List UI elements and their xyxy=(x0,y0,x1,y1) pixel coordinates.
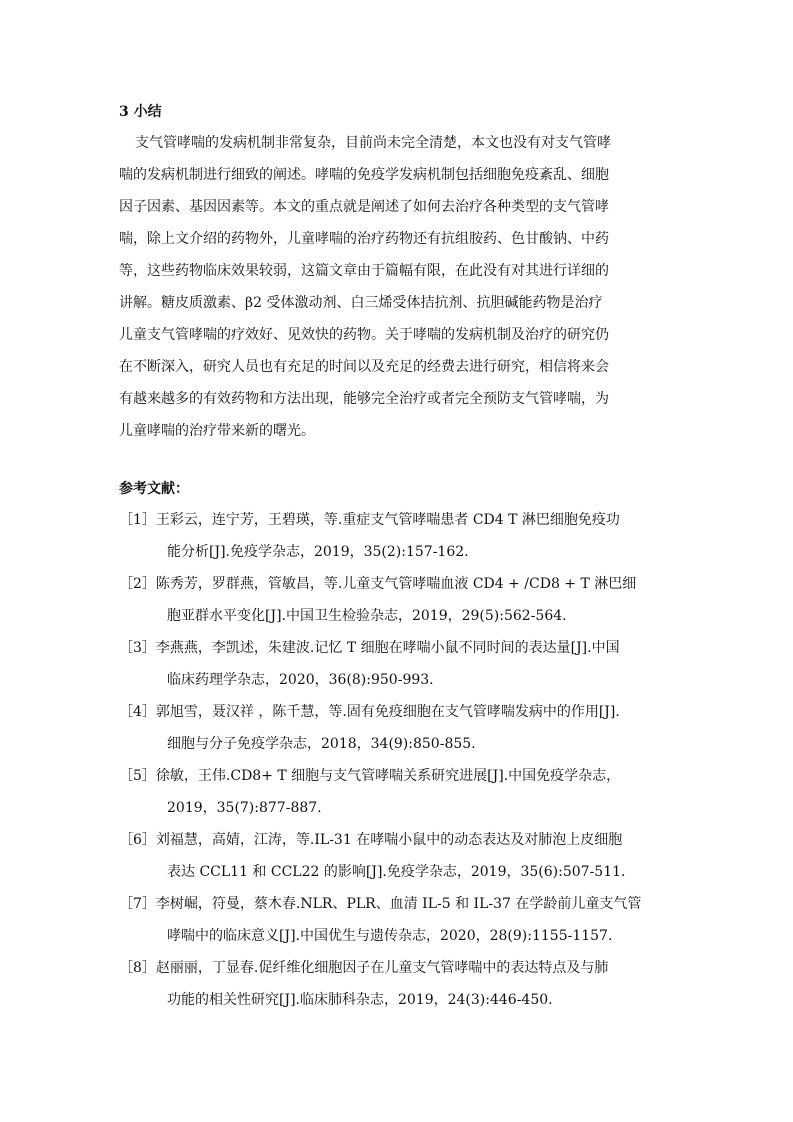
reference-number: ［5］ xyxy=(119,768,156,784)
reference-text-continued: 细胞与分子免疫学杂志，2018，34(9):850-855. xyxy=(167,736,476,752)
reference-number: ［1］ xyxy=(119,512,156,528)
reference-text: 徐敏，王伟.CD8+ T 细胞与支气管哮喘关系研究进展[J].中国免疫学杂志， xyxy=(155,768,621,784)
reference-text: 王彩云，连宁芳，王碧瑛，等.重症支气管哮喘患者 CD4 T 淋巴细胞免疫功 xyxy=(155,512,620,528)
reference-text-continued: 胞亚群水平变化[J].中国卫生检验杂志，2019，29(5):562-564. xyxy=(167,608,567,624)
references-heading: 参考文献： xyxy=(119,481,189,497)
reference-text: 郭旭雪，聂汉祥 ，陈千慧，等.固有免疫细胞在支气管哮喘发病中的作用[J]. xyxy=(155,704,620,720)
reference-text: 赵丽丽，丁显春.促纤维化细胞因子在儿童支气管哮喘中的表达特点及与肺 xyxy=(155,960,609,976)
paragraph-line: 喘，除上文介绍的药物外，儿童哮喘的治疗药物还有抗组胺药、色甘酸钠、中药 xyxy=(119,231,609,247)
reference-number: ［2］ xyxy=(119,576,156,592)
paragraph-line: 讲解。糖皮质激素、β2 受体激动剂、白三烯受体拮抗剂、抗胆碱能药物是治疗 xyxy=(119,295,603,311)
reference-text: 陈秀芳，罗群燕，管敏昌，等.儿童支气管哮喘血液 CD4 + /CD8 + T 淋巴细 xyxy=(155,576,637,592)
reference-number: ［3］ xyxy=(119,640,156,656)
paragraph-line: 儿童支气管哮喘的疗效好、见效快的药物。关于哮喘的发病机制及治疗的研究仍 xyxy=(119,327,609,343)
reference-number: ［4］ xyxy=(119,704,156,720)
paragraph-line: 有越来越多的有效药物和方法出现，能够完全治疗或者完全预防支气管哮喘，为 xyxy=(119,391,609,407)
reference-number: ［8］ xyxy=(119,960,156,976)
paragraph-line: 喘的发病机制进行细致的阐述。哮喘的免疫学发病机制包括细胞免疫紊乱、细胞 xyxy=(119,167,609,183)
reference-text: 李树崛，符曼，蔡木春.NLR、PLR、血清 IL-5 和 IL-37 在学龄前儿童支气管 xyxy=(155,896,642,912)
paragraph-line: 因子因素、基因因素等。本文的重点就是阐述了如何去治疗各种类型的支气管哮 xyxy=(119,199,609,215)
paragraph-line: 支气管哮喘的发病机制非常复杂，目前尚未完全清楚，本文也没有对支气管哮 xyxy=(135,135,611,151)
reference-text: 刘福慧，高婧，江涛，等.IL-31 在哮喘小鼠中的动态表达及对肺泡上皮细胞 xyxy=(155,832,623,848)
reference-text-continued: 表达 CCL11 和 CCL22 的影响[J].免疫学杂志，2019，35(6):507-511. xyxy=(167,864,626,880)
paragraph-line: 在不断深入，研究人员也有充足的时间以及充足的经费去进行研究，相信将来会 xyxy=(119,359,609,375)
reference-text-continued: 哮喘中的临床意义[J].中国优生与遗传杂志，2020，28(9):1155-1157. xyxy=(167,928,613,944)
reference-text: 李燕燕，李凯述，朱建波.记忆 T 细胞在哮喘小鼠不同时间的表达量[J].中国 xyxy=(155,640,620,656)
reference-number: ［6］ xyxy=(119,832,156,848)
reference-text-continued: 能分析[J].免疫学杂志，2019，35(2):157-162. xyxy=(167,544,469,560)
paragraph-line: 等，这些药物临床效果较弱，这篇文章由于篇幅有限，在此没有对其进行详细的 xyxy=(119,263,609,279)
reference-text-continued: 功能的相关性研究[J].临床肺科杂志，2019，24(3):446-450. xyxy=(167,992,553,1008)
reference-text-continued: 临床药理学杂志，2020，36(8):950-993. xyxy=(167,672,434,688)
paragraph-line: 儿童哮喘的治疗带来新的曙光。 xyxy=(119,423,315,439)
section-heading: 3 小结 xyxy=(119,104,162,120)
reference-text-continued: 2019，35(7):877-887. xyxy=(167,800,322,816)
reference-number: ［7］ xyxy=(119,896,156,912)
